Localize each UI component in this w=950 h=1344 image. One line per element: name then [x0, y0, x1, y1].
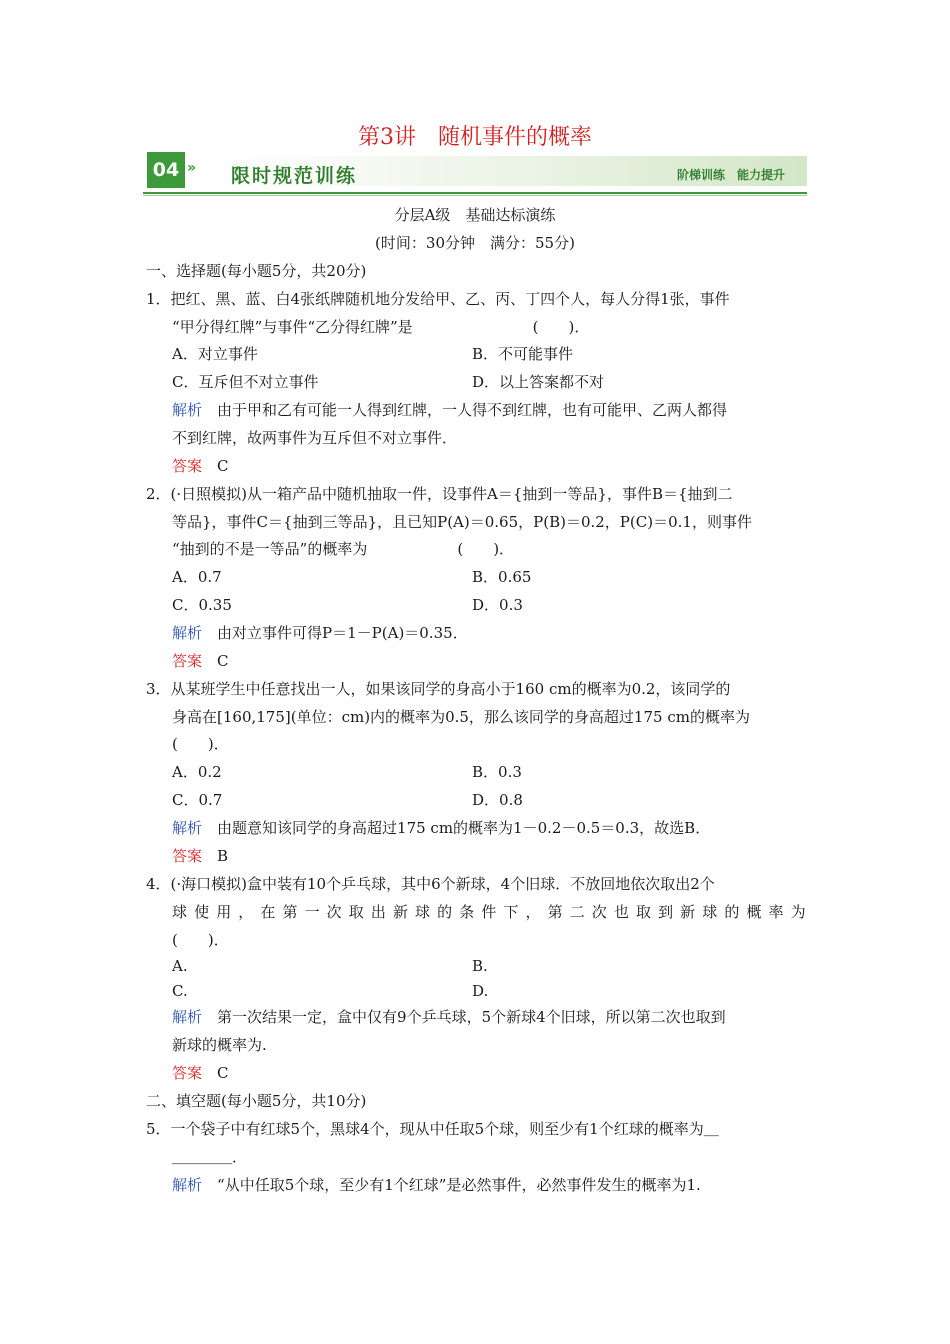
q4-line2-char: 用	[216, 903, 232, 921]
q4-answer	[172, 1062, 229, 1083]
q2-option-b: B．0.65	[472, 568, 532, 586]
q2-option-d: D．0.3	[472, 596, 523, 614]
q4-line2-char: 次	[591, 903, 607, 921]
q4-line2-char: 第	[282, 903, 298, 921]
q4-analysis	[172, 1006, 726, 1027]
q1-analysis-line2: 不到红牌，故两事件为互斥但不对立事件．	[172, 429, 458, 447]
q4-line2-char: 下	[503, 903, 519, 921]
section-banner	[143, 150, 807, 196]
q2-answer-value: C	[217, 652, 229, 670]
q4-line2-char: 的	[437, 903, 453, 921]
double-arrow-icon: »	[187, 160, 197, 176]
q4-line2-char: 第	[547, 903, 563, 921]
analysis-label: 解析	[172, 401, 203, 419]
q4-line2-char: 一	[304, 903, 320, 921]
q3-stem-line1: 3．从某班学生中任意找出一人，如果该同学的身高小于160 cm的概率为0.2，该同学的	[146, 680, 731, 698]
q3-stem-line2: 身高在[160,175](单位：cm)内的概率为0.5，那么该同学的身高超过175 cm的概率为	[172, 708, 750, 726]
q4-option-c: C.	[172, 982, 188, 1000]
banner-badge: 04	[147, 152, 185, 188]
answer-label: 答案	[172, 847, 203, 865]
q1-stem-line2: “甲分得红牌”与事件“乙分得红牌”是 ( )．	[172, 318, 590, 336]
q1-analysis-text: 由于甲和乙有可能一人得到红牌，一人得不到红牌，也有可能甲、乙两人都得	[217, 401, 728, 419]
page-title: 第3讲 随机事件的概率	[358, 125, 592, 150]
q2-stem-line1: 2．(·日照模拟)从一箱产品中随机抽取一件，设事件A＝{抽到一等品}，事件B＝{抽到二	[146, 485, 733, 503]
section-heading-choice: 一、选择题(每小题5分，共20分)	[146, 262, 367, 280]
q1-option-b: B．不可能事件	[472, 345, 574, 363]
q1-option-d: D．以上答案都不对	[472, 373, 605, 391]
q5-analysis-text: “从中任取5个球，至少有1个红球”是必然事件，必然事件发生的概率为1.	[217, 1176, 701, 1194]
q4-line2-char: 新	[392, 903, 408, 921]
q1-option-a: A．对立事件	[172, 345, 258, 363]
banner-rule	[143, 192, 807, 194]
q3-analysis	[172, 817, 710, 838]
section-heading-fill: 二、填空题(每小题5分，共10分)	[146, 1092, 367, 1110]
q4-line2-char: 取	[348, 903, 364, 921]
q2-stem-line3: “抽到的不是一等品”的概率为 ( )．	[172, 540, 515, 558]
q4-line2-char: 取	[635, 903, 651, 921]
q2-option-c: C．0.35	[172, 596, 232, 614]
answer-label: 答案	[172, 1064, 203, 1082]
q5-analysis	[172, 1174, 701, 1195]
answer-label: 答案	[172, 457, 203, 475]
banner-tag: 阶梯训练 能力提升	[676, 168, 785, 182]
q4-analysis-line2: 新球的概率为.	[172, 1036, 267, 1054]
q4-stem-line2	[172, 901, 806, 922]
q2-stem-line2: 等品}，事件C＝{抽到三等品}，且已知P(A)＝0.65，P(B)＝0.2，P(C)＝0.1，则事件	[172, 513, 752, 531]
q4-analysis-text: 第一次结果一定，盒中仅有9个乒乓球，5个新球4个旧球，所以第二次也取到	[217, 1008, 726, 1026]
q4-line2-char: 二	[569, 903, 585, 921]
q4-line2-char: 到	[658, 903, 674, 921]
q4-line2-char: ，	[238, 903, 254, 921]
q2-answer	[172, 650, 229, 671]
q2-analysis-text: 由对立事件可得P＝1－P(A)＝0.35．	[217, 624, 468, 642]
q3-analysis-text: 由题意知该同学的身高超过175 cm的概率为1－0.2－0.5＝0.3，故选B．	[217, 819, 711, 837]
banner-rule-thin	[143, 195, 807, 196]
q4-line2-char: 出	[370, 903, 386, 921]
q4-stem-line1: 4．(·海口模拟)盒中装有10个乒乓球，其中6个新球，4个旧球．不放回地依次取出2个	[146, 875, 715, 893]
analysis-label: 解析	[172, 819, 203, 837]
q4-answer-value: C	[217, 1064, 229, 1082]
q2-option-a: A．0.7	[172, 568, 222, 586]
q4-option-b: B.	[472, 957, 488, 975]
q4-line2-char: 条	[459, 903, 475, 921]
banner-heading: 限时规范训练	[231, 165, 358, 187]
q4-line2-char: 件	[481, 903, 497, 921]
analysis-label: 解析	[172, 1008, 203, 1026]
q4-line2-char: ，	[525, 903, 541, 921]
q4-line2-char: 球	[415, 903, 431, 921]
q2-analysis	[172, 622, 468, 643]
level-heading: 分层A级 基础达标演练	[394, 206, 556, 224]
q4-option-d: D.	[472, 982, 489, 1000]
analysis-label: 解析	[172, 624, 203, 642]
answer-label: 答案	[172, 652, 203, 670]
q4-line2-char: 也	[613, 903, 629, 921]
q3-option-b: B．0.3	[472, 763, 522, 781]
q1-option-c: C．互斥但不对立事件	[172, 373, 319, 391]
timing-info: (时间：30分钟 满分：55分)	[375, 234, 575, 252]
q1-answer-value: C	[217, 457, 229, 475]
q4-line2-char: 新	[680, 903, 696, 921]
q5-stem-line1: 5．一个袋子中有红球5个，黑球4个，现从中任取5个球，则至少有1个红球的概率为＿	[146, 1120, 719, 1138]
q4-line2-char: 为	[790, 903, 806, 921]
q3-option-c: C．0.7	[172, 791, 223, 809]
q5-stem-line2: ＿＿＿＿．	[172, 1148, 248, 1166]
q4-line2-char: 的	[724, 903, 740, 921]
q3-option-a: A．0.2	[172, 763, 222, 781]
q3-answer	[172, 845, 228, 866]
q4-line2-char: 球	[172, 903, 188, 921]
q3-option-d: D．0.8	[472, 791, 523, 809]
q4-line2-char: 次	[326, 903, 342, 921]
q1-stem-line1: 1．把红、黑、蓝、白4张纸牌随机地分发给甲、乙、丙、丁四个人，每人分得1张，事件	[146, 290, 730, 308]
q1-answer	[172, 455, 229, 476]
q4-line2-char: 概	[746, 903, 762, 921]
analysis-label: 解析	[172, 1176, 203, 1194]
q3-answer-value: B	[217, 847, 229, 865]
q1-analysis	[172, 399, 727, 420]
q4-line2-char: 率	[768, 903, 784, 921]
q4-option-a: A.	[172, 957, 188, 975]
q4-stem-line3: ( )．	[172, 931, 229, 949]
q4-line2-char: 在	[260, 903, 276, 921]
q4-line2-char: 球	[702, 903, 718, 921]
q4-line2-char: 使	[194, 903, 210, 921]
q3-stem-line3: ( )．	[172, 735, 229, 753]
